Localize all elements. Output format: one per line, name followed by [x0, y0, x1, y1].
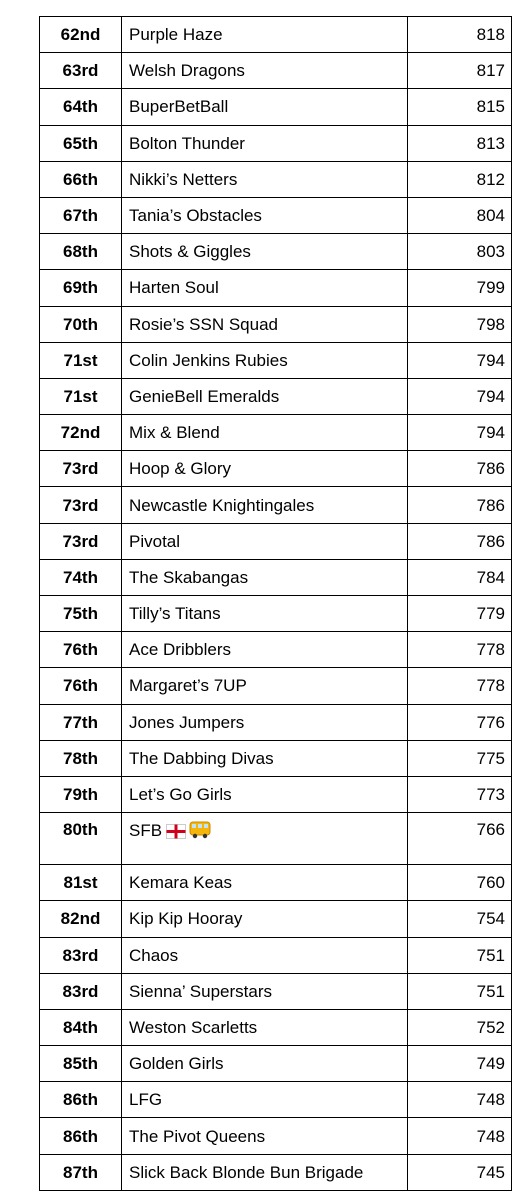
- rank-cell: 64th: [40, 89, 122, 125]
- score-cell: 786: [408, 451, 512, 487]
- rank-cell: 82nd: [40, 901, 122, 937]
- team-cell: Slick Back Blonde Bun Brigade: [122, 1154, 408, 1190]
- score-cell: 786: [408, 523, 512, 559]
- table-row: [40, 342, 512, 378]
- score-cell: 804: [408, 197, 512, 233]
- rank-cell: 63rd: [40, 53, 122, 89]
- table-row: [40, 197, 512, 233]
- team-cell: Rosie’s SSN Squad: [122, 306, 408, 342]
- score-cell: 776: [408, 704, 512, 740]
- rank-cell: 72nd: [40, 415, 122, 451]
- score-cell: 754: [408, 901, 512, 937]
- score-cell: 799: [408, 270, 512, 306]
- score-cell: 786: [408, 487, 512, 523]
- rank-cell: 73rd: [40, 451, 122, 487]
- team-cell: BuperBetBall: [122, 89, 408, 125]
- rank-cell: 68th: [40, 234, 122, 270]
- team-cell: Nikki’s Netters: [122, 161, 408, 197]
- score-cell: 751: [408, 937, 512, 973]
- score-cell: 778: [408, 668, 512, 704]
- score-cell: 817: [408, 53, 512, 89]
- team-name: SFB: [129, 821, 163, 841]
- leaderboard-container: [39, 16, 505, 1191]
- leaderboard-table: [39, 16, 512, 1191]
- score-cell: 748: [408, 1118, 512, 1154]
- score-cell: 815: [408, 89, 512, 125]
- team-cell: Hoop & Glory: [122, 451, 408, 487]
- rank-cell: 71st: [40, 378, 122, 414]
- table-row: [40, 523, 512, 559]
- rank-cell: 79th: [40, 776, 122, 812]
- team-cell: Weston Scarletts: [122, 1009, 408, 1045]
- team-cell: The Dabbing Divas: [122, 740, 408, 776]
- table-row: [40, 973, 512, 1009]
- team-cell: GenieBell Emeralds: [122, 378, 408, 414]
- table-row: [40, 704, 512, 740]
- table-row: [40, 668, 512, 704]
- rank-cell: 86th: [40, 1118, 122, 1154]
- score-cell: 773: [408, 776, 512, 812]
- team-cell: Purple Haze: [122, 17, 408, 53]
- team-cell: Golden Girls: [122, 1046, 408, 1082]
- score-cell: 784: [408, 559, 512, 595]
- score-cell: 752: [408, 1009, 512, 1045]
- table-row: [40, 1118, 512, 1154]
- score-cell: 766: [408, 813, 512, 865]
- table-row: [40, 1154, 512, 1190]
- team-cell: Sienna’ Superstars: [122, 973, 408, 1009]
- team-cell: Ace Dribblers: [122, 632, 408, 668]
- score-cell: 798: [408, 306, 512, 342]
- team-cell: Jones Jumpers: [122, 704, 408, 740]
- rank-cell: 67th: [40, 197, 122, 233]
- rank-cell: 74th: [40, 559, 122, 595]
- team-cell: Pivotal: [122, 523, 408, 559]
- score-cell: 751: [408, 973, 512, 1009]
- rank-cell: 66th: [40, 161, 122, 197]
- team-cell: The Skabangas: [122, 559, 408, 595]
- rank-cell: 71st: [40, 342, 122, 378]
- rank-cell: 85th: [40, 1046, 122, 1082]
- table-row: [40, 234, 512, 270]
- bus-icon: [189, 821, 211, 842]
- table-row: [40, 632, 512, 668]
- score-cell: 818: [408, 17, 512, 53]
- team-cell: Kemara Keas: [122, 865, 408, 901]
- score-cell: 803: [408, 234, 512, 270]
- rank-cell: 75th: [40, 596, 122, 632]
- rank-cell: 78th: [40, 740, 122, 776]
- rank-cell: 73rd: [40, 523, 122, 559]
- score-cell: 794: [408, 378, 512, 414]
- table-row: [40, 937, 512, 973]
- team-cell: Let’s Go Girls: [122, 776, 408, 812]
- table-row: [40, 559, 512, 595]
- table-row: [40, 270, 512, 306]
- rank-cell: 76th: [40, 632, 122, 668]
- table-row: [40, 451, 512, 487]
- table-row: [40, 89, 512, 125]
- score-cell: 775: [408, 740, 512, 776]
- score-cell: 760: [408, 865, 512, 901]
- table-row: [40, 1082, 512, 1118]
- team-cell: LFG: [122, 1082, 408, 1118]
- table-row: [40, 776, 512, 812]
- rank-cell: 86th: [40, 1082, 122, 1118]
- table-row: [40, 1009, 512, 1045]
- team-cell: Kip Kip Hooray: [122, 901, 408, 937]
- rank-cell: 62nd: [40, 17, 122, 53]
- team-cell: Newcastle Knightingales: [122, 487, 408, 523]
- rank-cell: 76th: [40, 668, 122, 704]
- table-row: [40, 487, 512, 523]
- score-cell: 778: [408, 632, 512, 668]
- table-row: [40, 740, 512, 776]
- score-cell: 813: [408, 125, 512, 161]
- table-row: [40, 53, 512, 89]
- rank-cell: 73rd: [40, 487, 122, 523]
- team-cell: Margaret’s 7UP: [122, 668, 408, 704]
- team-cell: Tania’s Obstacles: [122, 197, 408, 233]
- team-cell: Bolton Thunder: [122, 125, 408, 161]
- rank-cell: 83rd: [40, 937, 122, 973]
- table-row: [40, 378, 512, 414]
- score-cell: 779: [408, 596, 512, 632]
- table-row: [40, 1046, 512, 1082]
- score-cell: 749: [408, 1046, 512, 1082]
- team-cell: The Pivot Queens: [122, 1118, 408, 1154]
- score-cell: 745: [408, 1154, 512, 1190]
- rank-cell: 77th: [40, 704, 122, 740]
- team-cell: [122, 813, 408, 865]
- table-row: [40, 901, 512, 937]
- table-row: [40, 865, 512, 901]
- team-cell: Colin Jenkins Rubies: [122, 342, 408, 378]
- table-row: [40, 161, 512, 197]
- score-cell: 794: [408, 415, 512, 451]
- rank-cell: 81st: [40, 865, 122, 901]
- score-cell: 794: [408, 342, 512, 378]
- rank-cell: 65th: [40, 125, 122, 161]
- rank-cell: 87th: [40, 1154, 122, 1190]
- rank-cell: 84th: [40, 1009, 122, 1045]
- team-cell: Mix & Blend: [122, 415, 408, 451]
- team-cell: Harten Soul: [122, 270, 408, 306]
- team-cell: Tilly’s Titans: [122, 596, 408, 632]
- table-row: [40, 125, 512, 161]
- table-row: [40, 306, 512, 342]
- table-row: [40, 596, 512, 632]
- score-cell: 748: [408, 1082, 512, 1118]
- score-cell: 812: [408, 161, 512, 197]
- team-cell: Shots & Giggles: [122, 234, 408, 270]
- england-flag-icon: [166, 824, 186, 842]
- table-row: [40, 17, 512, 53]
- rank-cell: 83rd: [40, 973, 122, 1009]
- leaderboard-body: [40, 17, 512, 1191]
- rank-cell: 80th: [40, 813, 122, 865]
- team-cell: Welsh Dragons: [122, 53, 408, 89]
- table-row: [40, 813, 512, 865]
- table-row: [40, 415, 512, 451]
- rank-cell: 70th: [40, 306, 122, 342]
- team-cell: Chaos: [122, 937, 408, 973]
- rank-cell: 69th: [40, 270, 122, 306]
